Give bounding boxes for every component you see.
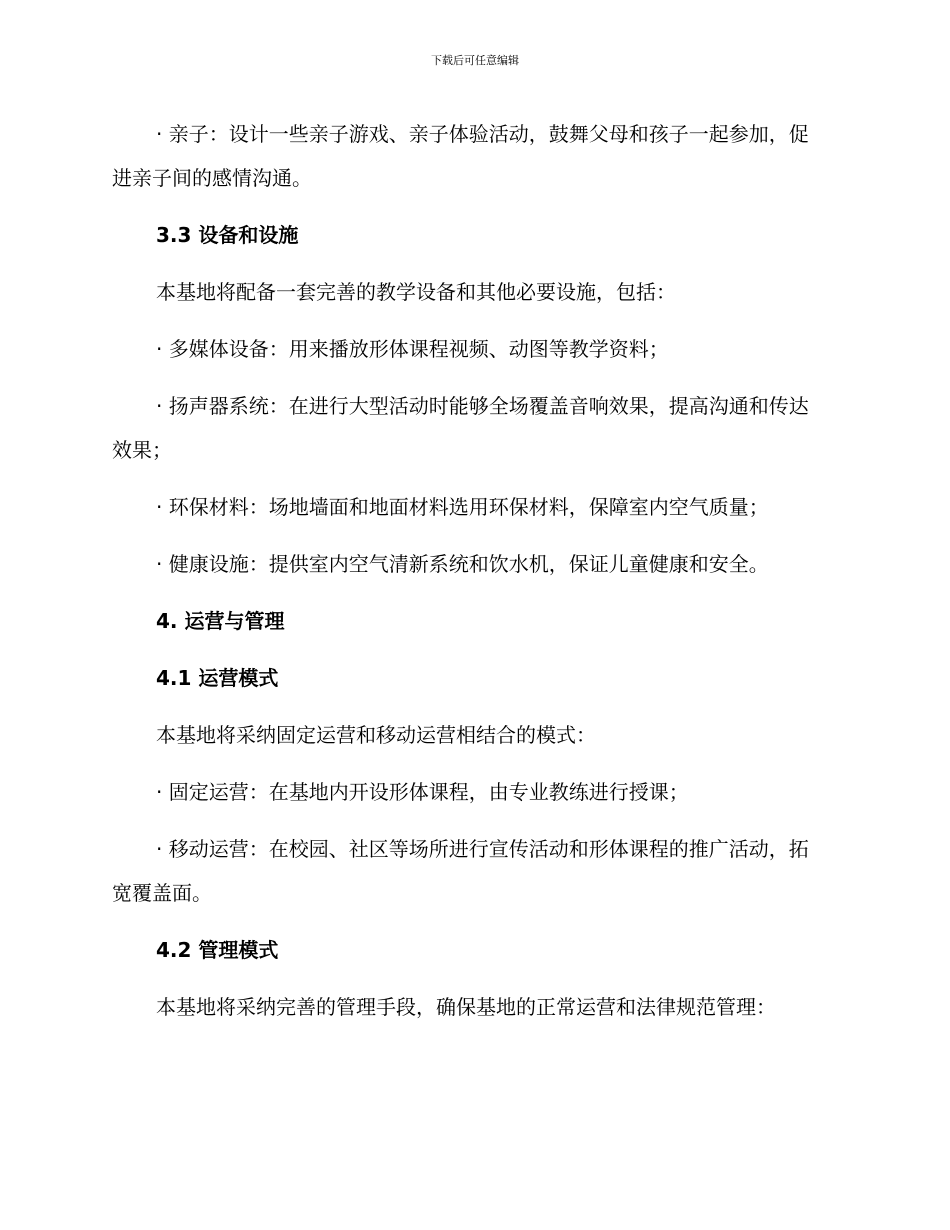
section-heading-4-2: 4.2 管理模式: [156, 938, 279, 962]
equipment-intro: 本基地将配备一套完善的教学设备和其他必要设施，包括：: [156, 280, 676, 304]
bullet-parent-child: · 亲子：设计一些亲子游戏、亲子体验活动，鼓舞父母和孩子一起参加，促进亲子间的感情沟通。: [112, 122, 809, 190]
bullet-multimedia: · 多媒体设备：用来播放形体课程视频、动图等教学资料；: [156, 337, 669, 361]
operation-intro: 本基地将采纳固定运营和移动运营相结合的模式：: [156, 723, 596, 747]
section-heading-4: 4. 运营与管理: [156, 609, 285, 633]
document-body: [112, 112, 824, 1029]
bullet-health-facilities: · 健康设施：提供室内空气清新系统和饮水机，保证儿童健康和安全。: [156, 552, 769, 576]
bullet-mobile-operation: · 移动运营：在校园、社区等场所进行宣传活动和形体课程的推广活动，拓宽覆盖面。: [112, 837, 809, 905]
section-heading-3-3: 3.3 设备和设施: [156, 223, 299, 247]
page-header: 下载后可任意编辑: [431, 54, 519, 67]
bullet-speaker-system: · 扬声器系统：在进行大型活动时能够全场覆盖音响效果，提高沟通和传达效果；: [112, 394, 809, 462]
bullet-fixed-operation: · 固定运营：在基地内开设形体课程，由专业教练进行授课；: [156, 780, 689, 804]
section-heading-4-1: 4.1 运营模式: [156, 666, 279, 690]
bullet-eco-materials: · 环保材料：场地墙面和地面材料选用环保材料，保障室内空气质量；: [156, 495, 769, 519]
management-intro: 本基地将采纳完善的管理手段，确保基地的正常运营和法律规范管理：: [156, 995, 776, 1019]
